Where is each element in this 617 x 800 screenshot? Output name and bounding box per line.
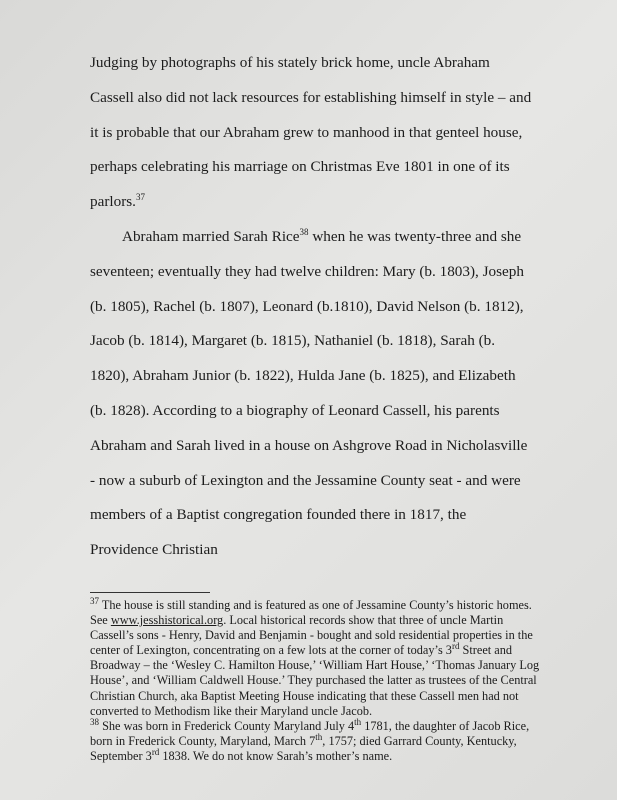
footnotes — [90, 595, 540, 764]
footnote-38-number: 38 — [90, 716, 99, 727]
paragraph-2 — [90, 220, 535, 568]
website-link[interactable]: www.jesshistorical.org — [110, 613, 224, 628]
footnote-38 — [90, 716, 540, 764]
footnote-ref-38: 38 — [299, 226, 309, 237]
paragraph-2-text-a: Abraham married Sarah Rice — [122, 227, 300, 245]
paragraph-1-text: Judging by photographs of his stately brick home, uncle Abraham Cassell also did not lack resources for establishing himself in style – and it is probable that our Abraham grew to manhood in that genteel house, perhaps celebrating his marriage on Christmas Eve 1801 in one of its parlors. — [90, 54, 532, 211]
footnote-38-ordinal-2: th — [315, 731, 323, 742]
footnote-38-ordinal-1: th — [354, 716, 362, 727]
paragraph-2-text-b: when he was twenty-three and she seventeen; eventually they had twelve children: Mary (b. 1803), Joseph (b. 1805), Rachel (b. 1807), Leonard (b.1810), David Nelson (b. 1812), Jacob (b. 1814), Margaret (b. 1815), Nathaniel (b. 1818), Sarah (b. 1820), Abraham Junior (b. 1822), Hulda Jane (b. 1825), and Elizabeth (b. 1828). According to a biography of Leonard Cassell, his parents Abraham and Sarah lived in a house on Ashgrove Road in Nicholasville - now a suburb of Lexington and the Jessamine County seat - and were members of a Baptist congregation founded there in 1817, the Providence Christian — [90, 227, 528, 559]
footnote-38-text-4: 1838. We do not know Sarah’s mother’s name. — [159, 748, 393, 763]
footnote-37-ordinal: rd — [451, 641, 460, 652]
footnote-38-text-2: 1781, the daughter of Jacob Rice, born in Frederick County, Maryland, March 7 — [90, 718, 530, 748]
paragraph-1 — [90, 46, 535, 220]
footnote-38-text-3: , 1757; died Garrard County, Kentucky, September 3 — [90, 733, 517, 763]
footnote-ref-37: 37 — [135, 192, 145, 203]
footnote-37-text-1: The house is still standing and is featured as one of Jessamine County’s historic homes. See — [90, 598, 532, 628]
footnote-38-text-1: She was born in Frederick County Maryland July 4 — [99, 718, 355, 733]
footnote-divider — [90, 592, 210, 593]
footnote-37-number: 37 — [90, 595, 99, 606]
body-text — [90, 46, 535, 568]
footnote-38-ordinal-3: rd — [151, 746, 160, 757]
footnote-37-text-3: Street and Broadway – the ‘Wesley C. Hamilton House,’ ‘William Hart House,’ ‘Thomas January Log House’, and ‘William Caldwell House.’ They purchased the latter as trustees of the Central Christian Church, aka Baptist Meeting House indicating that these Cassell men had not converted to Methodism like their Maryland uncle Jacob. — [90, 643, 540, 718]
footnote-37-text-2: . Local historical records show that three of uncle Martin Cassell’s sons - Henry, David and Benjamin - bought and sold residential properties in the center of Lexington, concentrating on a few lots at the corner of today’s 3 — [90, 613, 533, 658]
footnote-37 — [90, 595, 540, 719]
